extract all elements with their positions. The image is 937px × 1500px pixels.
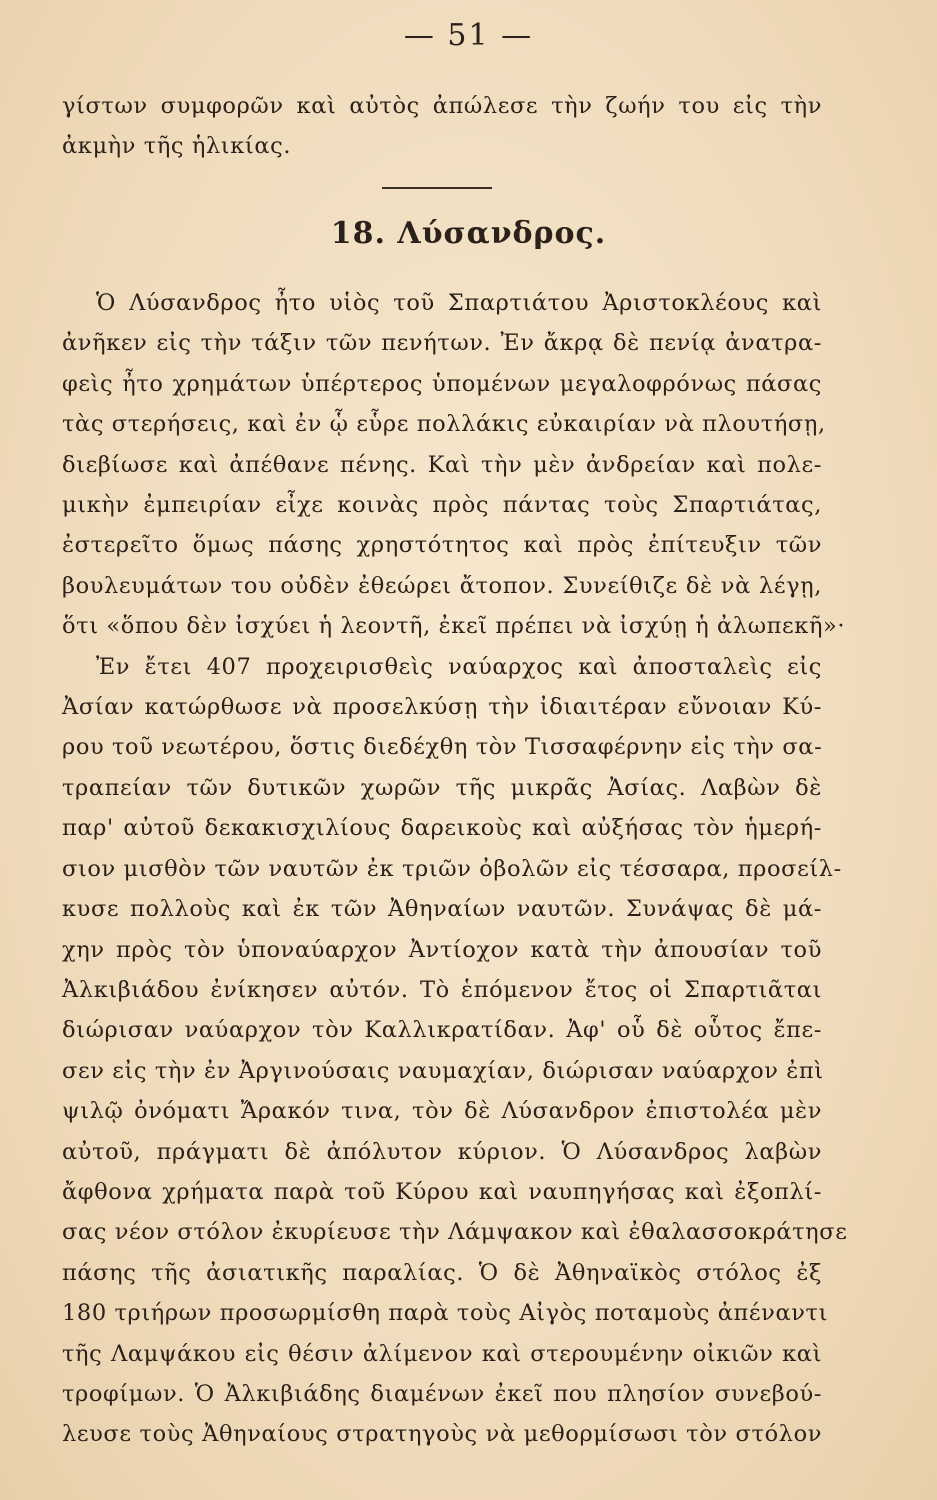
- text-line: γίστων συμφορῶν καὶ αὐτὸς ἀπώλεσε τὴν ζωήν του εἰς τὴν: [62, 93, 822, 119]
- text-line: Ἐν ἔτει 407 προχειρισθεὶς ναύαρχος καὶ ἀποσταλεὶς εἰς: [96, 653, 822, 680]
- section-heading: 18. Λύσανδρος.: [330, 216, 607, 251]
- text-line: λευσε τοὺς Ἀθηναίους στρατηγοὺς νὰ μεθορμίσωσι τὸν στόλον: [62, 1421, 822, 1448]
- text-line: βουλευμάτων του οὐδὲν ἐθεώρει ἄτοπον. Συνείθιζε δὲ νὰ λέγῃ,: [62, 572, 822, 599]
- text-line: κυσε πολλοὺς καὶ ἐκ τῶν Ἀθηναίων ναυτῶν. Συνάψας δὲ μά-: [62, 896, 822, 923]
- text-line: Ἀλκιβιάδου ἐνίκησεν αὐτόν. Τὸ ἑπόμενον ἔτος οἱ Σπαρτιᾶται: [62, 976, 822, 1003]
- text-line: ψιλῷ ὀνόματι Ἄρακόν τινα, τὸν δὲ Λύσανδρον ἐπιστολέα μὲν: [62, 1098, 822, 1125]
- text-line: ἀνῆκεν εἰς τὴν τάξιν τῶν πενήτων. Ἐν ἄκρᾳ δὲ πενίᾳ ἀνατρα-: [62, 330, 822, 357]
- text-line: πάσης τῆς ἀσιατικῆς παραλίας. Ὁ δὲ Ἀθηναϊκὸς στόλος ἐξ: [62, 1259, 822, 1286]
- text-line: διεβίωσε καὶ ἀπέθανε πένης. Καὶ τὴν μὲν ἀνδρείαν καὶ πολε-: [62, 451, 822, 478]
- text-line: χην πρὸς τὸν ὑποναύαρχον Ἀντίοχον κατὰ τὴν ἀπουσίαν τοῦ: [62, 936, 822, 963]
- text-line: τροφίμων. Ὁ Ἀλκιβιάδης διαμένων ἐκεῖ που πλησίον συνεβού-: [62, 1380, 822, 1407]
- text-line: ἐστερεῖτο ὅμως πάσης χρηστότητος καὶ πρὸς ἐπίτευξιν τῶν: [62, 532, 822, 559]
- text-line: τῆς Λαμψάκου εἰς θέσιν ἀλίμενον καὶ στερουμένην οἰκιῶν καὶ: [62, 1340, 822, 1367]
- text-line: σεν εἰς τὴν ἐν Ἀργινούσαις ναυμαχίαν, διώρισαν ναύαρχον ἐπὶ: [62, 1057, 824, 1084]
- text-line: ἀκμὴν τῆς ἡλικίας.: [62, 133, 292, 160]
- text-line: παρ' αὐτοῦ δεκακισχιλίους δαρεικοὺς καὶ αὐξήσας τὸν ἡμερή-: [62, 815, 822, 842]
- text-line: τὰς στερήσεις, καὶ ἐν ᾧ εὗρε πολλάκις εὐκαιρίαν νὰ πλουτήσῃ,: [62, 411, 826, 438]
- text-line: αὐτοῦ, πράγματι δὲ ἀπόλυτον κύριον. Ὁ Λύσανδρος λαβὼν: [62, 1138, 822, 1165]
- text-line: τραπείαν τῶν δυτικῶν χωρῶν τῆς μικρᾶς Ἀσίας. Λαβὼν δὲ: [62, 774, 822, 801]
- text-line: Ἀσίαν κατώρθωσε νὰ προσελκύσῃ τὴν ἰδιαιτέραν εὔνοιαν Κύ-: [62, 694, 822, 721]
- text-line: 180 τριήρων προσωρμίσθη παρὰ τοὺς Αἰγὸς ποταμοὺς ἀπέναντι: [62, 1300, 828, 1327]
- page-number: — 51 —: [403, 18, 534, 53]
- text-line: ὅτι «ὅπου δὲν ἰσχύει ἡ λεοντῆ, ἐκεῖ πρέπει νὰ ἰσχύῃ ἡ ἀλωπεκῆ»·: [62, 613, 846, 640]
- text-line: φεὶς ἦτο χρημάτων ὑπέρτερος ὑπομένων μεγαλοφρόνως πάσας: [62, 370, 822, 397]
- text-line: σιον μισθὸν τῶν ναυτῶν ἐκ τριῶν ὀβολῶν εἰς τέσσαρα, προσείλ-: [62, 855, 842, 882]
- text-line: ἄφθονα χρήματα παρὰ τοῦ Κύρου καὶ ναυπηγήσας καὶ ἐξοπλί-: [62, 1178, 822, 1205]
- body-paragraphs: [62, 283, 848, 1455]
- text-line: σας νέον στόλον ἐκυρίευσε τὴν Λάμψακον καὶ ἐθαλασσοκράτησε: [62, 1219, 848, 1246]
- text-line: Ὁ Λύσανδρος ἦτο υἱὸς τοῦ Σπαρτιάτου Ἀριστοκλέους καὶ: [96, 290, 822, 316]
- text-line: ρου τοῦ νεωτέρου, ὅστις διεδέχθη τὸν Τισσαφέρνην εἰς τὴν σα-: [62, 734, 823, 761]
- text-line: διώρισαν ναύαρχον τὸν Καλλικρατίδαν. Ἀφ' οὗ δὲ οὗτος ἔπε-: [62, 1017, 822, 1044]
- text-line: μικὴν ἐμπειρίαν εἶχε κοινὰς πρὸς πάντας τοὺς Σπαρτιάτας,: [62, 492, 822, 519]
- section-divider: [382, 187, 492, 189]
- intro-paragraph: [62, 86, 822, 167]
